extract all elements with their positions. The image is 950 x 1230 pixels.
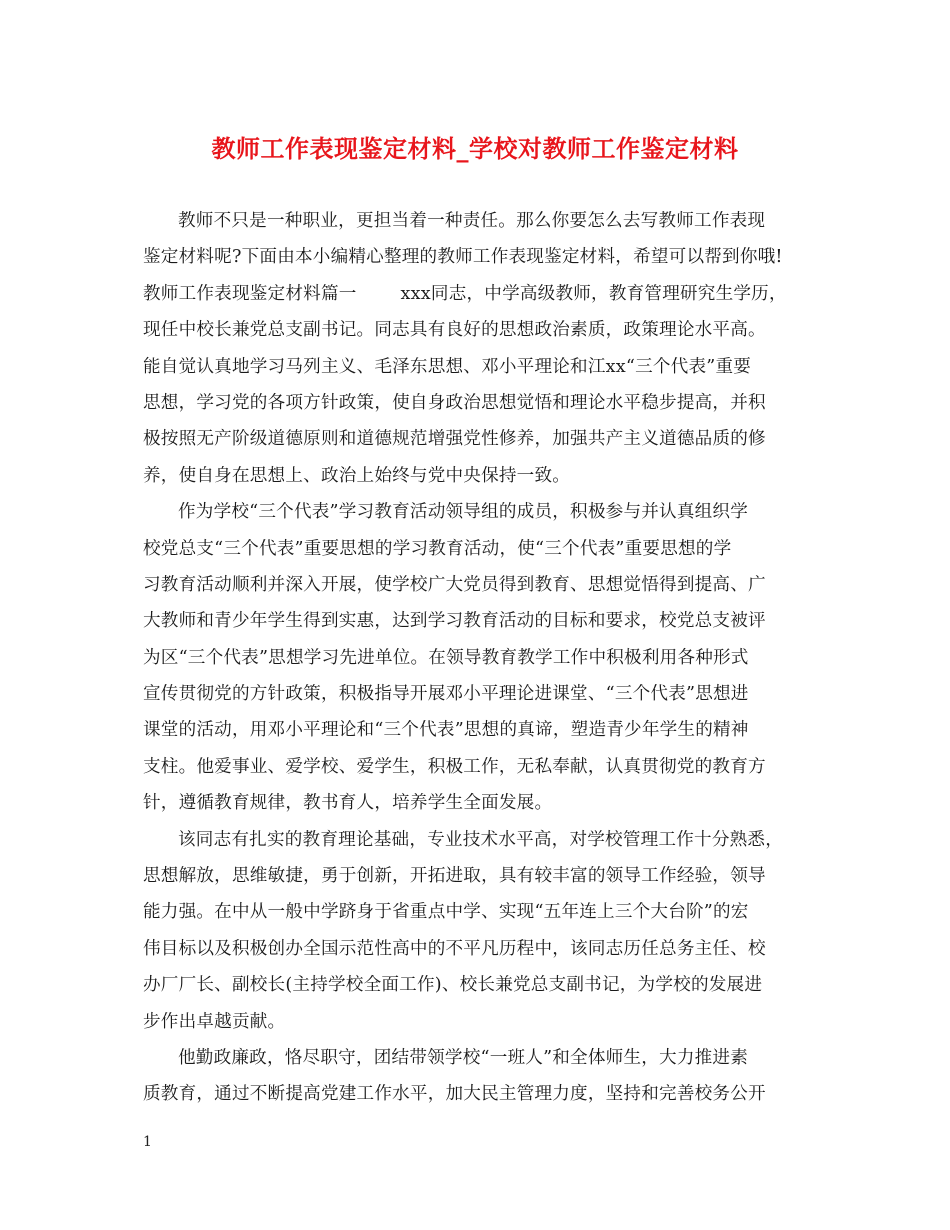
paragraph-line: 校党总支“三个代表”重要思想的学习教育活动，使“三个代表”重要思想的学 [143,538,732,559]
paragraph-line: 极按照无产阶级道德原则和道德规范增强党性修养，加强共产主义道德品质的修 [143,429,766,450]
paragraph-line: 针，遵循教育规律，教书育人，培养学生全面发展。 [143,793,553,814]
paragraph-line: 现任中校长兼党总支副书记。同志具有良好的思想政治素质，政策理论水平高。 [143,320,766,341]
paragraph-line: 支柱。他爱事业、爱学校、爱学生，积极工作，无私奉献，认真贯彻党的教育方 [143,756,766,777]
paragraph-line: 他勤政廉政，恪尽职守，团结带领学校“一班人”和全体师生，大力推进素 [178,1047,748,1068]
paragraph-line: 课堂的活动，用邓小平理论和“三个代表”思想的真谛，塑造青少年学生的精神 [143,720,749,741]
paragraph-line: 思想解放，思维敏捷，勇于创新，开拓进取，具有较丰富的领导工作经验，领导 [143,866,766,887]
paragraph-line: 养，使自身在思想上、政治上始终与党中央保持一致。 [143,465,571,486]
paragraph-line: 质教育，通过不断提高党建工作水平，加大民主管理力度，坚持和完善校务公开 [143,1084,766,1105]
paragraph-line: 办厂厂长、副校长(主持学校全面工作)、校长兼党总支副书记，为学校的发展进 [143,975,763,996]
document-title: 教师工作表现鉴定材料_学校对教师工作鉴定材料 [211,135,739,163]
paragraph-line: 思想，学习党的各项方针政策，使自身政治思想觉悟和理论水平稳步提高，并积 [143,392,766,413]
section-heading: 教师工作表现鉴定材料篇一 [143,283,357,304]
paragraph-line: 宣传贯彻党的方针政策，积极指导开展邓小平理论进课堂、“三个代表”思想进 [143,684,749,705]
paragraph-line: 大教师和青少年学生得到实惠，达到学习教育活动的目标和要求，校党总支被评 [143,611,766,632]
paragraph-line: 教师不只是一种职业，更担当着一种责任。那么你要怎么去写教师工作表现 [178,211,766,231]
paragraph-line: 能力强。在中从一般中学跻身于省重点中学、实现“五年连上三个大台阶”的宏 [143,902,749,923]
paragraph-line: 该同志有扎实的教育理论基础，专业技术水平高，对学校管理工作十分熟悉， [178,829,783,850]
paragraph-text: xxx同志，中学高级教师，教育管理研究生学历， [400,283,787,304]
paragraph-line: 能自觉认真地学习马列主义、毛泽东思想、邓小平理论和江xx“三个代表”重要 [143,356,752,377]
paragraph-line: 鉴定材料呢?下面由本小编精心整理的教师工作表现鉴定材料，希望可以帮到你哦! [143,247,783,268]
paragraph-line: 为区“三个代表”思想学习先进单位。在领导教育教学工作中积极利用各种形式 [143,647,749,668]
page-number: 1 [143,1134,152,1150]
paragraph-line: 习教育活动顺利并深入开展，使学校广大党员得到教育、思想觉悟得到提高、广 [143,574,766,595]
paragraph-line: 作为学校“三个代表”学习教育活动领导组的成员，积极参与并认真组织学 [178,502,748,523]
document-body [143,203,815,1113]
paragraph-line: 伟目标以及积极创办全国示范性高中的不平凡历程中，该同志历任总务主任、校 [143,938,766,959]
paragraph-line-combined [143,276,815,312]
paragraph-line: 步作出卓越贡献。 [143,1011,286,1032]
